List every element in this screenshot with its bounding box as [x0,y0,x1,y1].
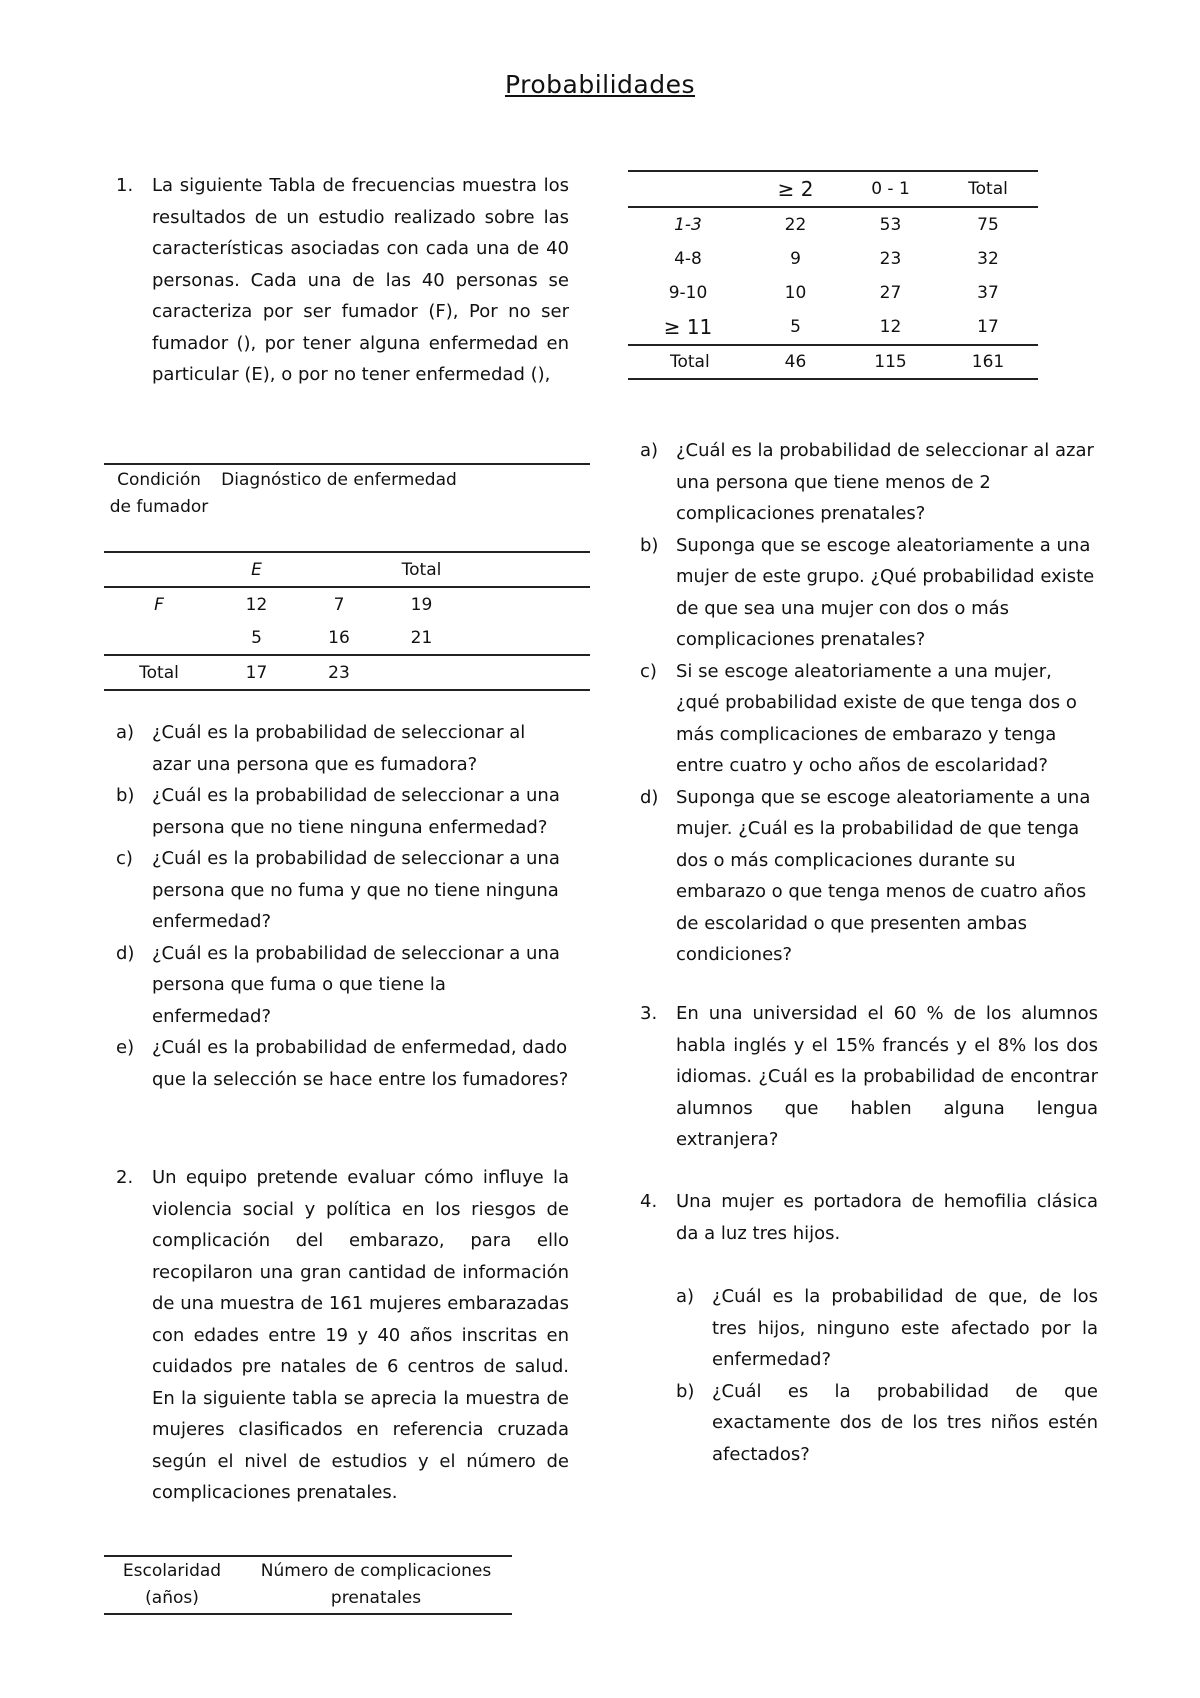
cell: 12 [214,587,299,621]
problem-2-text: Un equipo pretende evaluar cómo influye la violencia social y política en los riesgos de complicación del embarazo, para ello recopilaron una gran cantidad de información de una muestra de 161 mujeres embarazadas con edades entre 19 y 40 años inscritas en cuidados pre natales de 6 centros de salud. En la siguiente tabla se aprecia la muestra de mujeres clasificados en referencia cruzada según el nivel de estudios y el número de complicaciones prenatales. [152,1167,569,1503]
problem-1 [104,170,569,391]
item-letter: c) [640,660,657,682]
col-header: ≥ 2 [777,177,814,201]
item-text: ¿Cuál es la probabilidad de seleccionar al azar una persona que es fumadora? [152,722,526,775]
item-text: Suponga que se escoge aleatoriamente a una mujer. ¿Cuál es la probabilidad de que tenga dos o más complicaciones durante su embarazo o que tenga menos de cuatro años de escolaridad o que presenten ambas condiciones? [676,786,1091,965]
row-label: F [104,587,214,621]
cell: 37 [977,283,999,303]
list-item [104,780,569,843]
cell: 17 [214,655,299,690]
table-total-row [104,655,590,690]
cell: 22 [748,207,843,242]
table-row [628,207,1038,242]
table-subheader-row [104,552,590,587]
item-text: ¿Cuál es la probabilidad de enfermedad, dado que la selección se hace entre los fumadores? [152,1037,569,1090]
list-item [628,530,1098,656]
complications-table [628,170,1038,380]
row-label: 4-8 [674,249,702,269]
cell: 7 [299,587,379,621]
problem-2 [104,1162,569,1509]
list-item [104,1032,569,1095]
item-letter: b) [116,785,135,806]
table-row [628,276,1038,310]
item-text: ¿Cuál es la probabilidad de seleccionar a una persona que no fuma y que no tiene ninguna enfermedad? [152,848,560,932]
left-column [104,170,569,391]
item-letter: d) [116,942,135,964]
problem-3-body [628,998,1098,1156]
cell: 19 [379,587,464,621]
item-text: Suponga que se escoge aleatoriamente a una mujer de este grupo. ¿Qué probabilidad existe de que sea una mujer con dos o más complicaciones prenatales? [676,534,1095,650]
cell: 75 [938,207,1038,242]
item-letter: a) [116,722,135,743]
cell: 16 [328,627,350,648]
cell: 9 [790,249,801,269]
item-text: ¿Cuál es la probabilidad de que exactamente dos de los tres niños estén afectados? [712,1380,1098,1465]
list-item [628,782,1098,971]
problem-3-number: 3. [640,1003,658,1024]
diagnosis-header: Diagnóstico de enfermedad [221,470,457,490]
table-header-row [628,171,1038,207]
page-title: Probabilidades [504,70,696,99]
item-letter: b) [676,1380,695,1402]
row-label: ≥ 11 [663,315,713,339]
problem-1-questions [104,717,569,1095]
schooling-table-header [104,1555,512,1615]
item-text: ¿Cuál es la probabilidad de seleccionar al azar una persona que tiene menos de 2 complicaciones prenatales? [676,440,1094,524]
cell: 10 [784,283,807,303]
row-label: 1-3 [628,207,748,242]
problem-4-body [628,1186,1098,1249]
cell: 17 [977,317,999,337]
cell: 46 [748,345,843,379]
smoker-disease-table [104,463,590,691]
list-item [104,843,569,938]
cell: 27 [879,283,902,303]
e-col-header: E [214,552,299,587]
item-letter: a) [640,440,659,461]
item-letter: e) [116,1037,135,1058]
problem-1-number: 1. [116,175,134,196]
cell: 115 [843,345,938,379]
item-letter: d) [640,786,659,808]
problem-4 [628,1186,1098,1470]
cell: 21 [410,627,433,648]
problem-3-text: En una universidad el 60 % de los alumnos habla inglés y el 15% francés y el 8% los dos idiomas. ¿Cuál es la probabilidad de encontrar alumnos que hablen alguna lengua extranjera? [676,1003,1098,1150]
item-letter: b) [640,534,659,556]
list-item [628,1281,1098,1376]
cell: 23 [879,249,902,269]
problem-4-text: Una mujer es portadora de hemofilia clásica da a luz tres hijos. [676,1191,1098,1244]
item-text: Si se escoge aleatoriamente a una mujer, ¿qué probabilidad existe de que tenga dos o más complicaciones de embarazo y tenga entre cuatro y ocho años de escolaridad? [676,660,1077,776]
list-item [628,1376,1098,1471]
table-header-row [104,464,590,552]
table-row [104,587,590,621]
col-header: Total [968,179,1008,199]
cell: 32 [977,249,999,269]
row-label: Total [628,345,748,379]
row-label [104,621,214,655]
list-item [104,717,569,780]
condition-header: Condición de fumador [109,470,209,517]
cell: 23 [299,655,379,690]
table-row [628,242,1038,276]
problem-2-questions [628,435,1098,971]
complications-header: Número de complicaciones prenatales [260,1561,492,1608]
problem-2-number: 2. [116,1167,134,1188]
item-text: ¿Cuál es la probabilidad de seleccionar a una persona que no tiene ninguna enfermedad? [152,785,560,838]
cell: 161 [938,345,1038,379]
cell: 12 [879,317,902,337]
cell: 53 [843,207,938,242]
problem-1-text: La siguiente Tabla de frecuencias muestra los resultados de un estudio realizado sobre las características asociadas con cada una de 40 personas. Cada una de las 40 personas se caracteriza por ser fumador (F), Por no ser fumador (), por tener alguna enfermedad en particular (E), o por no tener enfermedad (), [152,175,569,385]
list-item [628,656,1098,782]
row-label: Total [104,655,214,690]
schooling-header: Escolaridad (años) [122,1561,222,1608]
problem-3 [628,998,1098,1156]
total-col-header: Total [379,552,464,587]
problem-4-number: 4. [640,1191,658,1212]
cell [379,655,464,690]
problem-2-body [104,1162,569,1509]
item-letter: c) [116,848,133,869]
table-total-row [628,345,1038,379]
row-label: 9-10 [668,283,708,303]
cell: 5 [790,317,801,337]
table-row [628,310,1038,345]
item-letter: a) [676,1286,695,1307]
table-row [104,621,590,655]
item-text: ¿Cuál es la probabilidad de seleccionar a una persona que fuma o que tiene la enfermedad? [152,942,560,1027]
list-item [104,938,569,1033]
col-header: 0 - 1 [871,179,910,199]
item-text: ¿Cuál es la probabilidad de que, de los tres hijos, ninguno este afectado por la enfermedad? [712,1286,1098,1370]
cell: 5 [251,627,262,648]
list-item [628,435,1098,530]
